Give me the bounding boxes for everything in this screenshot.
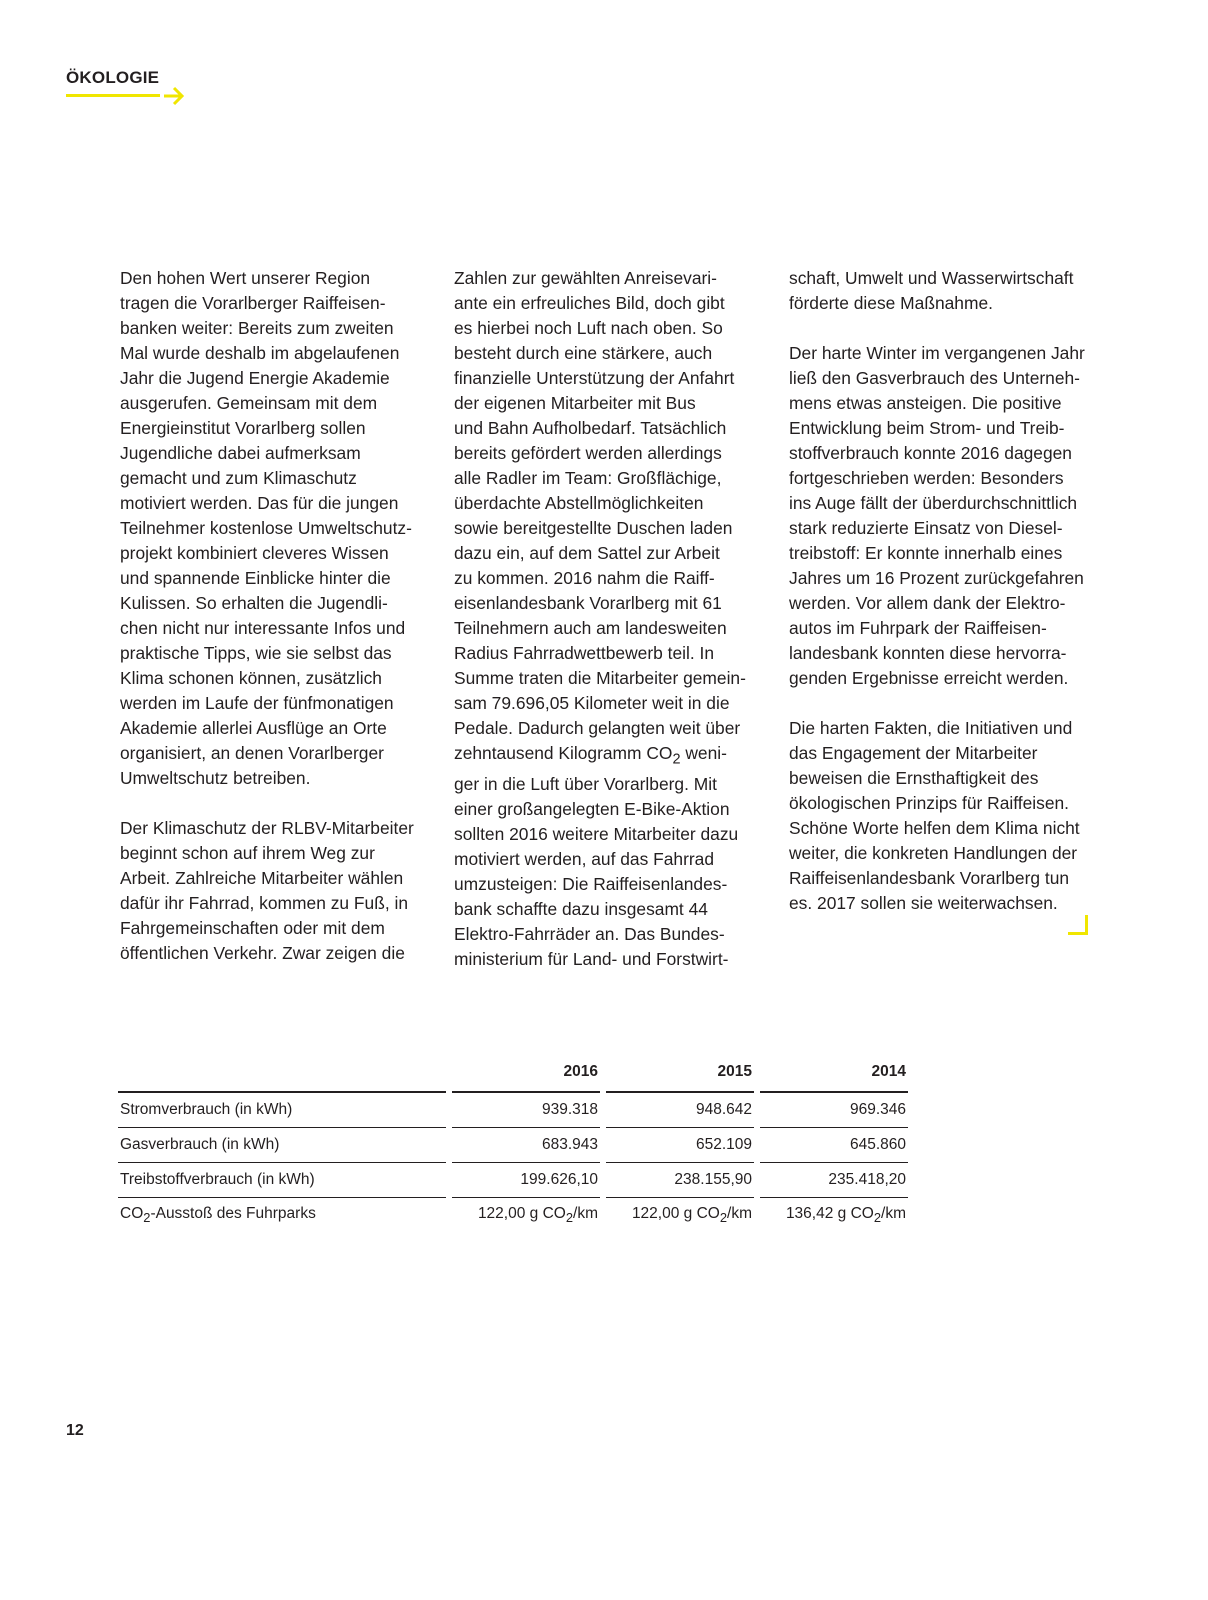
row-label: $CO_2$-Ausstoß des Fuhrparks [120,1204,316,1226]
paragraph [454,266,766,972]
row-label: Treibstoffverbrauch (in kWh) [118,1163,446,1198]
text-column-2 [454,266,766,972]
year-header: 2015 [606,1045,754,1093]
table-cell: 645.860 [760,1128,908,1163]
row-label: Gasverbrauch (in kWh) [118,1128,446,1163]
table-cell: 238.155,90 [606,1163,754,1198]
co2-text: zehntausend Kilogramm CO [454,743,673,763]
paragraph: Die harten Fakten, die Initiativen und das Engagement der Mitarbeiter beweisen die Ernsthaftigkeit des ökologischen Prinzips für Raiffeisen. Schöne Worte helfen dem Klima nicht weiter, die konkreten Handlungen der Raiffeisenlandesbank Vorarlberg tun es. 2017 sollen sie weiterwachsen. [789,718,1080,913]
table-header-empty [118,1045,446,1093]
table-cell: 948.642 [606,1093,754,1128]
table-cell: 136,42 g $CO_2/km$ [785,1204,906,1226]
energy-table [118,1045,908,1232]
paragraph: schaft, Umwelt und Wasserwirtschaft förderte diese Maßnahme. [789,268,1074,313]
table-cell: 652.109 [606,1128,754,1163]
table-row [118,1093,908,1128]
co2-text: weni- [680,743,727,763]
end-of-article-mark [1068,915,1088,935]
section-rule [66,94,160,97]
table-cell: 199.626,10 [452,1163,600,1198]
table-row [118,1163,908,1198]
table-cell: 683.943 [452,1128,600,1163]
table-row [118,1128,908,1163]
text-column-1 [120,266,432,966]
table-cell: 235.418,20 [760,1163,908,1198]
paragraph-text: ger in die Luft über Vorarlberg. Mit einer großangelegten E-Bike-Aktion sollten 2016 weitere Mitarbeiter dazu motiviert werden, auf das Fahrrad umzusteigen: Die Raiffeisenlandes- bank schaffte dazu insgesamt 44 Elektro-Fahrräder an. Das Bundes- ministerium für Land- und Forstwirt- [454,774,739,970]
paragraph: Der Klimaschutz der RLBV-Mitarbeiter beginnt schon auf ihrem Weg zur Arbeit. Zahlreiche Mitarbeiter wählen dafür ihr Fahrrad, kommen zu Fuß, in Fahrgemeinschaften oder mit dem öffentlichen Verkehr. Zwar zeigen die [120,818,414,963]
page-number: 12 [66,1422,84,1439]
table-cell: 122,00 g $CO_2/km$ [477,1204,598,1226]
table-cell: 122,00 g $CO_2/km$ [631,1204,752,1226]
paragraph: Der harte Winter im vergangenen Jahr ließ den Gasverbrauch des Unterneh- mens etwas ansteigen. Die positive Entwicklung beim Strom- und Treib- stoffverbrauch konnte 2016 dagegen fortgeschrieben werden: Besonders ins Auge fällt der überdurchschnittlich stark reduzierte Einsatz von Diesel- treibstoff: Er konnte innerhalb eines Jahres um 16 Prozent zurückgefahren werden. Vor allem dank der Elektro- autos im Fuhrpark der Raiffeisen- landesbank konnten diese hervorra- genden Ergebnisse erreicht werden. [789,343,1085,688]
paragraph-text: Zahlen zur gewählten Anreisevari- ante ein erfreuliches Bild, doch gibt es hierbei noch Luft nach oben. So besteht durch eine stärkere, auch finanzielle Unterstützung der Anfahrt der eigenen Mitarbeiter mit Bus und Bahn Aufholbedarf. Tatsächlich bereits gefördert werden allerdings alle Radler im Team: Großflächige, überdachte Abstellmöglichkeiten sowie bereitgestellte Duschen laden dazu ein, auf dem Sattel zur Arbeit zu kommen. 2016 nahm die Raiff- eisenlandesbank Vorarlberg mit 61 Teilnehmern auch am landesweiten Radius Fahrradwettbewerb teil. In Summe traten die Mitarbeiter gemein- sam 79.696,05 Kilometer weit in die Pedale. Dadurch gelangten weit über [454,268,746,738]
arrow-right-icon [160,84,188,108]
year-header: 2016 [452,1045,600,1093]
paragraph: Den hohen Wert unserer Region tragen die Vorarlberger Raiffeisen- banken weiter: Bereits zum zweiten Mal wurde deshalb im abgelaufenen Jahr die Jugend Energie Akademie ausgerufen. Gemeinsam mit dem Energieinstitut Vorarlberg sollen Jugendliche dabei aufmerksam gemacht und zum Klimaschutz motiviert werden. Das für die jungen Teilnehmer kostenlose Umweltschutz- projekt kombiniert cleveres Wissen und spannende Einblicke hinter die Kulissen. So erhalten die Jugendli- chen nicht nur interessante Infos und praktische Tipps, wie sie selbst das Klima schonen können, zusätzlich werden im Laufe der fünfmonatigen Akademie allerlei Ausflüge an Orte organisiert, an denen Vorarlberger Umweltschutz betreiben. [120,268,412,788]
section-label: ÖKOLOGIE [66,68,160,87]
table-cell: 939.318 [452,1093,600,1128]
text-column-3 [789,266,1101,916]
table-header-row [118,1045,908,1093]
co2-subscript: 2 [672,751,681,768]
table-cell: 969.346 [760,1093,908,1128]
table-row [118,1198,908,1232]
row-label: Stromverbrauch (in kWh) [118,1093,446,1128]
year-header: 2014 [760,1045,908,1093]
